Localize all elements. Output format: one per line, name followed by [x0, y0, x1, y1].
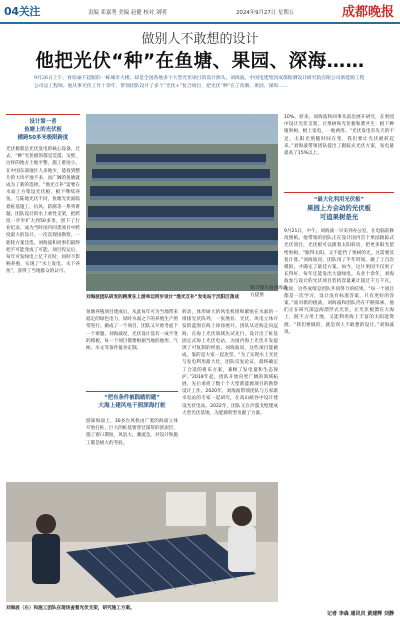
page-section-label: [4, 3, 40, 19]
photo1-caption: 瑞丰图片由刘海波方提供: [250, 286, 288, 298]
right-column-text: 10%。原来，刘海波和同事从前沿展开研究，在果园中设计光伏支架，让果树和光伏板和谐共生：板下种植果树、板上发电，一地两用。“光伏发电有先天的不足，太阳光照随时间在变，我们要让光伏板转起来。”刘海波带领团队提出了跟踪式光伏方案，发电量提高了15%以上。: [284, 115, 394, 157]
right-subhead-2: 可追果树是光: [319, 213, 359, 221]
newspaper-logo: [340, 2, 396, 20]
svg-text:成都晚报: 成都晚报: [342, 5, 395, 20]
photo-solar-fishpond: [86, 114, 278, 291]
left-subhead-2: 横跨50多米极限跨度: [17, 135, 69, 141]
section-rule: [284, 192, 394, 193]
section-rule: [86, 391, 178, 392]
kicker-title: 做别人不敢想的设计: [141, 32, 259, 47]
lead-paragraph: 9月26日上午，看似毫不起眼的一栋城市大楼，却是全国各地多个大型光伏项目的设计源头。刘海波，中国电建集团成都勘测设计研究院有限公司新能源工程公司总工程师。他从事光伏工作十余年，带领团队设计了多个“光伏+”复合项目，把光伏“种”在了鱼塘、果园、深海……: [34, 76, 365, 89]
middle-subhead: 大海上建风电干照深海打桩: [98, 403, 166, 409]
middle-subtitle: “把有条件被践踏的题”: [104, 395, 160, 401]
right-subhead-1: 果园上方会动的光伏板: [307, 204, 371, 212]
middle-column-text: 鱼塘养殖项目建成后，从此每年可为当地带来稳定的绿色电力，同时水面之下的养殖生产照常进行。做成了一个项目，团队又开始考虑下一个难题。刘海波说，光伏设计没有一成不变的模板，每一个项目都要根据当地的地形、气候、水文等条件量身定制。: [86, 310, 178, 352]
bottom-photo-caption: 刘海波（右）和施工团队在现场查看光伏支架，研究施工方案。: [6, 606, 135, 611]
issue-date: 2024年9月27日 星期五: [236, 10, 295, 16]
page-number: 04: [4, 5, 19, 18]
middle-right-column-text: 转动，体形硕大的风电机组和紧贴在水面的一排排光伏阵列，一张渔业、光伏、风电立体开发的蓝图在海上徐徐展开。团队从近海走向远海，在海上光伏领域先试先行，设计出了桩基固定式海上光伏电站，为国内海上光伏开发提供了可复制的经验。刘海波说，这些项目能做成，靠的是大家一起攻坚。“为了实现水上光伏与发电利用最大化，团队反复论证，最终确定了合适的排布方案，兼顾了发电量和生态保护。”2018年起，团队开始向更广阔的领域拓展，先后承担了数十个大型新能源项目的勘察设计工作。2020年，刘海波带领团队与万家寨水电站的专家一起研究，在高山峡谷中设计建设光伏电站。2022年，团队又在沙漠戈壁建成大型光伏基地，为能源转型贡献了力量。: [182, 310, 278, 416]
left-subtitle: 设计第一者: [29, 119, 57, 125]
left-subhead-1: 鱼塘上的光伏板: [24, 127, 62, 133]
editor-credits: 责编 邓嘉秀 美编 赵健 校对 刘明: [88, 10, 167, 16]
headline: 他把光伏“种”在鱼塘、果园、深海……: [35, 51, 365, 72]
section-rule: [6, 114, 80, 115]
photo-engineers-solar-panel: [6, 482, 278, 602]
byline: 记者 李森 通讯员 黄建辉 刘静: [327, 611, 394, 617]
photo2-caption: 刘海波团队研发的跨度在上游单边同步设计“渔光互补”发电站于沉阳区落成: [86, 295, 240, 300]
left-column-text: 光伏板就是光伏发电的核心设备，过去，“种”光伏板的都是荒漠、戈壁，这样的地方土地平整，施工难度小。在中国东部地区人多地少，能找到整片的大块平地不多，而广阔的鱼塘就成为了新的选择。“渔光互补”需要在水面上方架设光伏板，板下继续养鱼。与陆地光伏不同，鱼塘光伏面临着桩基施工、抗风、防腐等一系列难题。团队设计的水上柔性支架，把跨度一步步扩大到50多米，创下了行业纪录，成为当时国内同类项目中跨度最大的设计。一次次现场勘察，一轮轮方案比选，刘海波和同事们最终把不可能变成了可能。项目投运后，每年可发绿电上亿千瓦时，同时不影响养殖，实现了“水上发电、水下养鱼”，获得了当地群众的认可。: [6, 147, 80, 275]
right-subtitle: “最大化利用光伏板”: [313, 197, 365, 203]
section-name: 关注: [18, 5, 41, 18]
right-column-text-2: 9月21日，中午，刘海波一早来到办公室，在电脑前修改图纸。他带领的团队正在设计国内首个果园跟踪式光伏项目，光伏板可以跟着太阳转动，把更多阳光留给果树。“跟得太阳，又不能挡了果树的光，这需要反复计算。”刘海波说，团队用了半年时间，做了上百次模拟，才确定了最佳方案。如今，这片果园不仅果子长得好，每年还能发出大量绿电。从业十余年，刘海波参与设计的光伏项目装机容量累计超过千万千瓦。他说，这些成绩是团队共同努力的结果。“每一个项目都是一次学习，设计没有标准答案，只有更好的答案。”面对新的挑战，刘海波和团队仍在不断探索。他们正在研究深远海漂浮式光伏，让光伏板漂在大海上，既不占用土地，又能利用海上丰富的太阳能资源。“我们要做的，就是别人不敢想的设计。”刘海波说。: [284, 229, 394, 335]
middle-column-text-2: 游离海面上，30多台风机由广袤的海面立体开始打桩，巨大的桩基要穿过深厚的淤泥层，施工窗口期短，风浪大、潮流急，对设计和施工都是极大的考验。: [86, 419, 178, 446]
